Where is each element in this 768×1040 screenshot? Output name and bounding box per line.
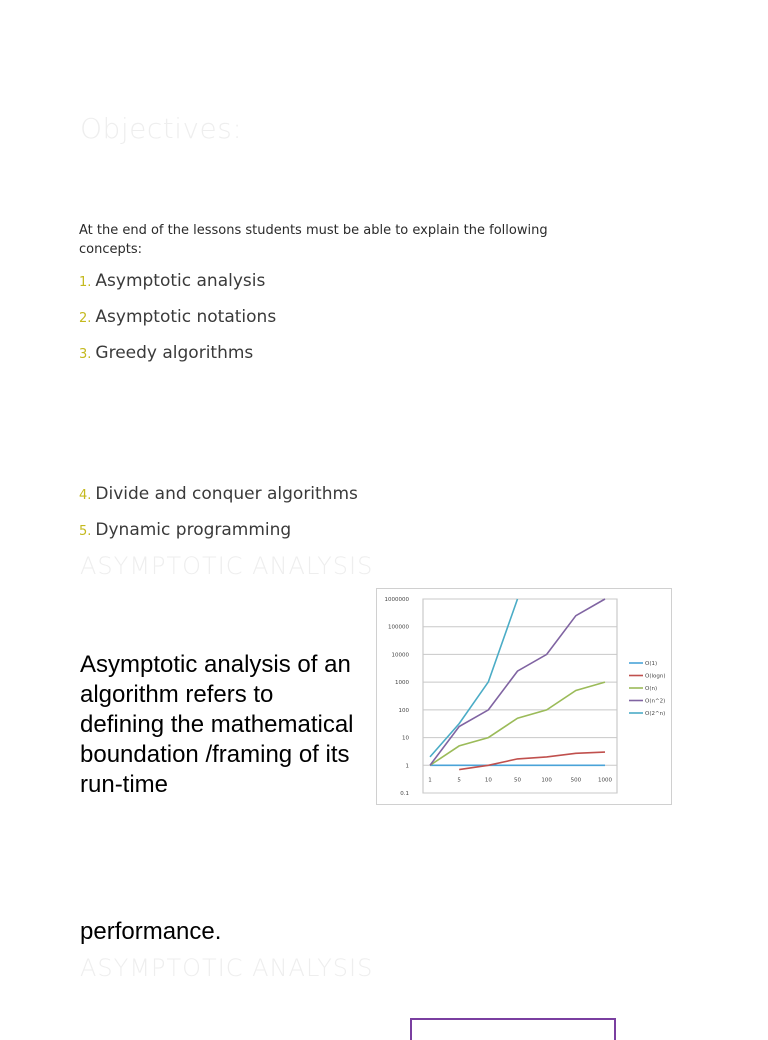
section-paragraph-tail: performance.	[80, 918, 222, 945]
objective-item-2	[79, 307, 276, 327]
section-heading-repeat: ASYMPTOTIC ANALYSIS	[80, 954, 374, 982]
section-paragraph: Asymptotic analysis of an algorithm refers to defining the mathematical boundation /framing of its run-time	[80, 651, 354, 798]
next-slide-box	[410, 1018, 616, 1040]
x-tick-label: 100	[541, 777, 552, 784]
series-line-ologn	[459, 752, 605, 770]
y-tick-label: 10	[402, 735, 409, 742]
objective-label: Divide and conquer algorithms	[95, 484, 358, 504]
x-tick-label: 1	[428, 777, 432, 784]
x-tick-label: 5	[457, 777, 461, 784]
objective-label: Asymptotic analysis	[95, 271, 266, 291]
y-tick-label: 100000	[388, 624, 409, 631]
y-tick-label: 100	[398, 707, 409, 714]
section-heading: ASYMPTOTIC ANALYSIS	[80, 552, 374, 580]
objective-item-1	[79, 271, 265, 291]
chart-svg	[377, 589, 671, 804]
y-tick-label: 0.1	[400, 791, 409, 797]
objective-number: 3.	[79, 347, 92, 362]
objective-number: 1.	[79, 275, 92, 290]
x-tick-label: 50	[514, 777, 521, 784]
intro-text: At the end of the lessons students must be able to explain the following concepts:	[79, 223, 548, 257]
legend-label: O(2^n)	[645, 711, 666, 717]
x-tick-label: 1000	[598, 777, 612, 784]
objective-item-5	[79, 520, 291, 540]
objective-label: Greedy algorithms	[95, 343, 254, 363]
complexity-chart	[376, 588, 672, 805]
objective-item-4	[79, 484, 358, 504]
objective-number: 5.	[79, 524, 92, 539]
legend-label: O(logn)	[645, 673, 666, 680]
objective-item-3	[79, 343, 253, 363]
x-tick-label: 500	[570, 777, 582, 784]
x-tick-label: 10	[484, 777, 492, 784]
y-tick-label: 1000000	[384, 597, 409, 603]
series-line-o2n	[430, 599, 518, 757]
legend-label: O(n)	[645, 686, 658, 692]
legend-label: O(n^2)	[645, 698, 666, 705]
legend-label: O(1)	[645, 661, 658, 667]
objective-number: 4.	[79, 488, 92, 503]
objective-label: Asymptotic notations	[95, 307, 277, 327]
y-tick-label: 1	[405, 763, 409, 770]
objective-number: 2.	[79, 311, 92, 326]
y-tick-label: 1000	[395, 680, 409, 687]
plot-area	[423, 599, 617, 793]
objective-label: Dynamic programming	[95, 520, 292, 540]
objectives-title: Objectives:	[80, 112, 243, 145]
y-tick-label: 10000	[391, 652, 409, 659]
